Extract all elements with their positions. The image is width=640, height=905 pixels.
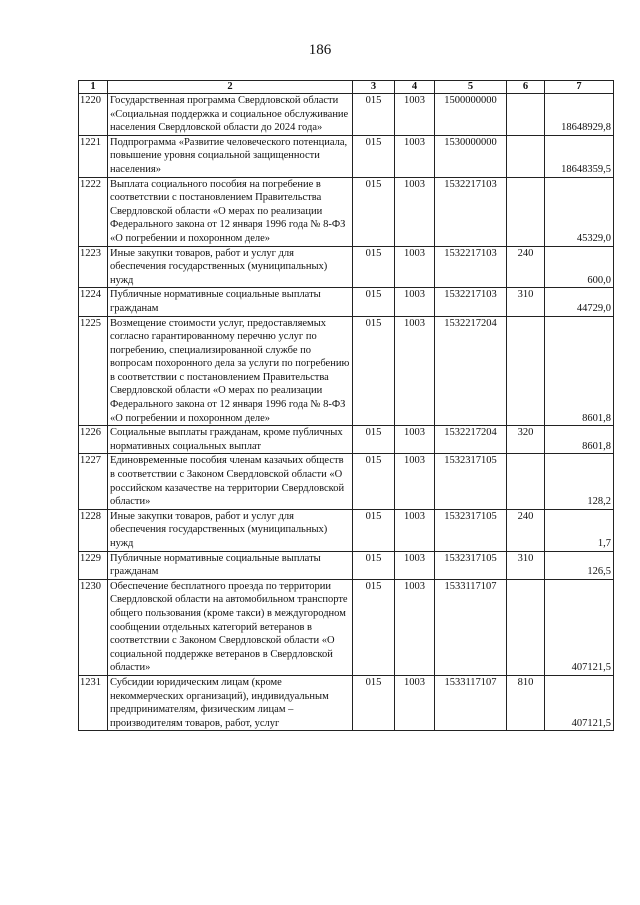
page-number: 186 xyxy=(308,42,332,58)
row-name: Подпрограмма «Развитие человеческого потенциала, повышение уровня социальной защищенности населения» xyxy=(108,135,353,177)
row-number: 1222 xyxy=(79,177,108,246)
table-row xyxy=(79,177,614,246)
section-code: 1003 xyxy=(395,288,435,316)
target-code: 1532317105 xyxy=(435,509,507,551)
row-name: Выплата социального пособия на погребение в соответствии с постановлением Правительства Свердловской области «О мерах по реализации Федерального закона от 12 января 1996 года № 8-ФЗ «О погребении и похоронном деле» xyxy=(108,177,353,246)
expense-code xyxy=(507,177,545,246)
row-name: Возмещение стоимости услуг, предоставляемых согласно гарантированному перечню услуг по погребению, специализированной службе по вопросам похоронного дела за услуги по погребению в соответствии с постановлением Правительства Свердловской области «О мерах по реализации Федерального закона от 12 января 1996 года № 8-ФЗ «О погребении и похоронном деле» xyxy=(108,316,353,426)
row-number: 1228 xyxy=(79,509,108,551)
ministry-code: 015 xyxy=(353,675,395,730)
target-code: 1532217204 xyxy=(435,426,507,454)
row-name: Иные закупки товаров, работ и услуг для обеспечения государственных (муниципальных) нужд xyxy=(108,246,353,288)
target-code: 1533117107 xyxy=(435,675,507,730)
row-number: 1229 xyxy=(79,551,108,579)
expense-code: 240 xyxy=(507,246,545,288)
row-name: Публичные нормативные социальные выплаты гражданам xyxy=(108,551,353,579)
table-row xyxy=(79,454,614,509)
section-code: 1003 xyxy=(395,177,435,246)
ministry-code: 015 xyxy=(353,454,395,509)
section-code: 1003 xyxy=(395,94,435,136)
ministry-code: 015 xyxy=(353,94,395,136)
expense-code: 240 xyxy=(507,509,545,551)
header-cell: 3 xyxy=(353,81,395,94)
amount: 126,5 xyxy=(545,551,614,579)
row-name: Публичные нормативные социальные выплаты гражданам xyxy=(108,288,353,316)
ministry-code: 015 xyxy=(353,135,395,177)
expense-code: 310 xyxy=(507,551,545,579)
row-name: Иные закупки товаров, работ и услуг для обеспечения государственных (муниципальных) нужд xyxy=(108,509,353,551)
target-code: 1530000000 xyxy=(435,135,507,177)
header-cell: 4 xyxy=(395,81,435,94)
section-code: 1003 xyxy=(395,509,435,551)
table-row xyxy=(79,509,614,551)
target-code: 1532217204 xyxy=(435,316,507,426)
ministry-code: 015 xyxy=(353,579,395,675)
table-row xyxy=(79,288,614,316)
ministry-code: 015 xyxy=(353,426,395,454)
row-number: 1223 xyxy=(79,246,108,288)
amount: 18648929,8 xyxy=(545,94,614,136)
table-row xyxy=(79,135,614,177)
ministry-code: 015 xyxy=(353,316,395,426)
target-code: 1500000000 xyxy=(435,94,507,136)
header-cell: 5 xyxy=(435,81,507,94)
ministry-code: 015 xyxy=(353,177,395,246)
amount: 18648359,5 xyxy=(545,135,614,177)
amount: 44729,0 xyxy=(545,288,614,316)
ministry-code: 015 xyxy=(353,551,395,579)
ministry-code: 015 xyxy=(353,288,395,316)
expense-code xyxy=(507,135,545,177)
target-code: 1532217103 xyxy=(435,246,507,288)
row-number: 1226 xyxy=(79,426,108,454)
row-name: Социальные выплаты гражданам, кроме публичных нормативных социальных выплат xyxy=(108,426,353,454)
target-code: 1532317105 xyxy=(435,551,507,579)
row-name: Обеспечение бесплатного проезда по территории Свердловской области на автомобильном транспорте общего пользования (кроме такси) в междугородном сообщении отдельных категорий ветеранов в соответствии с Законом Свердловской области «О социальной поддержке ветеранов в Свердловской области» xyxy=(108,579,353,675)
section-code: 1003 xyxy=(395,316,435,426)
target-code: 1532217103 xyxy=(435,177,507,246)
target-code: 1532217103 xyxy=(435,288,507,316)
expense-code: 320 xyxy=(507,426,545,454)
row-number: 1220 xyxy=(79,94,108,136)
section-code: 1003 xyxy=(395,454,435,509)
expense-code: 310 xyxy=(507,288,545,316)
header-cell: 2 xyxy=(108,81,353,94)
amount: 8601,8 xyxy=(545,316,614,426)
amount: 1,7 xyxy=(545,509,614,551)
expense-code xyxy=(507,94,545,136)
section-code: 1003 xyxy=(395,551,435,579)
row-number: 1224 xyxy=(79,288,108,316)
target-code: 1532317105 xyxy=(435,454,507,509)
row-number: 1227 xyxy=(79,454,108,509)
row-number: 1231 xyxy=(79,675,108,730)
table-row xyxy=(79,426,614,454)
row-name: Государственная программа Свердловской области «Социальная поддержка и социальное обслуживание населения Свердловской области до 2024 года» xyxy=(108,94,353,136)
header-cell: 7 xyxy=(545,81,614,94)
section-code: 1003 xyxy=(395,675,435,730)
section-code: 1003 xyxy=(395,426,435,454)
amount: 407121,5 xyxy=(545,579,614,675)
expense-code xyxy=(507,579,545,675)
row-number: 1230 xyxy=(79,579,108,675)
budget-table xyxy=(78,80,614,731)
table-row xyxy=(79,316,614,426)
row-number: 1225 xyxy=(79,316,108,426)
section-code: 1003 xyxy=(395,579,435,675)
table-row xyxy=(79,94,614,136)
expense-code xyxy=(507,454,545,509)
table-row xyxy=(79,246,614,288)
table-header-row xyxy=(79,81,614,94)
row-name: Единовременные пособия членам казачьих обществ в соответствии с Законом Свердловской области «О российском казачестве на территории Свердловской области» xyxy=(108,454,353,509)
table-row xyxy=(79,675,614,730)
section-code: 1003 xyxy=(395,135,435,177)
ministry-code: 015 xyxy=(353,246,395,288)
row-number: 1221 xyxy=(79,135,108,177)
header-cell: 1 xyxy=(79,81,108,94)
table-row xyxy=(79,551,614,579)
expense-code xyxy=(507,316,545,426)
table-row xyxy=(79,579,614,675)
expense-code: 810 xyxy=(507,675,545,730)
amount: 45329,0 xyxy=(545,177,614,246)
target-code: 1533117107 xyxy=(435,579,507,675)
header-cell: 6 xyxy=(507,81,545,94)
ministry-code: 015 xyxy=(353,509,395,551)
amount: 600,0 xyxy=(545,246,614,288)
amount: 407121,5 xyxy=(545,675,614,730)
section-code: 1003 xyxy=(395,246,435,288)
row-name: Субсидии юридическим лицам (кроме некоммерческих организаций), индивидуальным предпринимателям, физическим лицам – производителям товаров, работ, услуг xyxy=(108,675,353,730)
amount: 8601,8 xyxy=(545,426,614,454)
amount: 128,2 xyxy=(545,454,614,509)
